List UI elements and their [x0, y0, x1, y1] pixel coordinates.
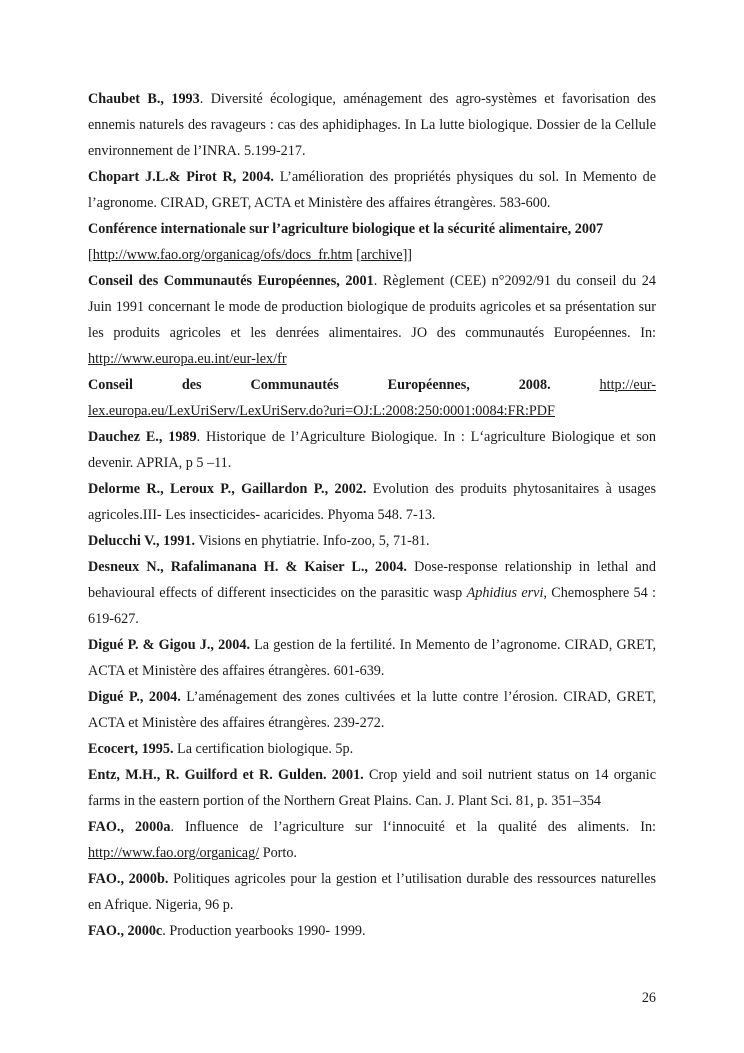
reference-author: Ecocert, 1995.	[88, 741, 174, 757]
bracket-open: [	[88, 247, 93, 263]
reference-entry	[88, 762, 656, 814]
reference-entry	[88, 476, 656, 528]
reference-author: Chopart J.L.& Pirot R, 2004.	[88, 169, 274, 185]
reference-text: Visions en phytiatrie. Info-zoo, 5, 71-81.	[195, 533, 430, 549]
reference-author: FAO., 2000a	[88, 819, 171, 835]
reference-author: Delorme R., Leroux P., Gaillardon P., 2002.	[88, 481, 367, 497]
reference-text: Dose-response relationship in lethal and behavioural effects of different insecticides on the parasitic wasp	[88, 559, 656, 601]
reference-author: Delucchi V., 1991.	[88, 533, 196, 549]
reference-author: Chaubet B., 1993	[88, 91, 200, 107]
reference-entry	[88, 814, 656, 866]
reference-author-word: Européennes,	[387, 377, 470, 393]
reference-entry	[88, 268, 656, 372]
bracket-mid: [	[352, 247, 361, 263]
reference-text: Crop yield and soil nutrient status on 14 organic farms in the eastern portion of the Northern Great Plains. Can. J. Plant Sci. 81, p. 351–354	[88, 767, 657, 809]
reference-author: Dauchez E., 1989	[88, 429, 197, 445]
reference-spread-line	[88, 372, 656, 398]
reference-author-word: 2008.	[518, 377, 551, 393]
bracket-close: ]]	[402, 247, 413, 263]
reference-entry	[88, 632, 656, 684]
reference-author: Entz, M.H., R. Guilford et R. Gulden. 2001.	[88, 767, 364, 783]
species-name: Aphidius ervi	[466, 585, 544, 601]
reference-link[interactable]: http://www.europa.eu.int/eur-lex/fr	[88, 351, 287, 367]
reference-list	[88, 86, 656, 944]
reference-author-word: Communautés	[250, 377, 339, 393]
reference-author: Conseil des Communautés Européennes, 2001	[88, 273, 374, 289]
reference-text-end: , Chemosphere 54 : 619-627.	[88, 585, 656, 627]
reference-entry	[88, 736, 656, 762]
reference-entry	[88, 554, 656, 632]
reference-entry	[88, 164, 656, 216]
reference-text: . Historique de l’Agriculture Biologique. In : L‘agriculture Biologique et son devenir. APRIA, p 5 –11.	[88, 429, 656, 471]
reference-link[interactable]: http://eur-	[599, 377, 656, 393]
reference-author-word: des	[181, 377, 202, 393]
reference-text: L’amélioration des propriétés physiques du sol. In Memento de l’agronome. CIRAD, GRET, ACTA et Ministère des affaires étrangères. 583-600.	[88, 169, 656, 211]
reference-author: FAO., 2000c	[88, 923, 163, 939]
reference-author: FAO., 2000b.	[88, 871, 169, 887]
reference-text: . Règlement (CEE) n°2092/91 du conseil du 24 Juin 1991 concernant le mode de production biologique de produits agricoles et sa présentation sur les produits agricoles et les denrées alimentaires. JO des communautés Européennes. In:	[88, 273, 656, 341]
reference-author: Digué P. & Gigou J., 2004.	[88, 637, 250, 653]
reference-entry	[88, 86, 656, 164]
reference-entry	[88, 866, 656, 918]
reference-author: Desneux N., Rafalimanana H. & Kaiser L., 2004.	[88, 559, 407, 575]
reference-text: L’aménagement des zones cultivées et la lutte contre l’érosion. CIRAD, GRET, ACTA et Ministère des affaires étrangères. 239-272.	[88, 689, 656, 731]
reference-text: La gestion de la fertilité. In Memento de l’agronome. CIRAD, GRET, ACTA et Ministère des affaires étrangères. 601-639.	[88, 637, 656, 679]
reference-text: . Diversité écologique, aménagement des agro-systèmes et favorisation des ennemis naturels des ravageurs : cas des aphidiphages. In La lutte biologique. Dossier de la Cellule environnement de l’INRA. 5.199-217.	[88, 91, 656, 159]
reference-author: Conférence internationale sur l’agriculture biologique et la sécurité alimentaire, 2007	[88, 221, 604, 237]
reference-author-word: Conseil	[88, 377, 133, 393]
archive-link[interactable]: archive	[360, 247, 403, 263]
reference-text: La certification biologique. 5p.	[173, 741, 354, 757]
reference-link[interactable]: http://www.fao.org/organicag/ofs/docs_fr.htm	[92, 247, 353, 263]
reference-text: Evolution des produits phytosanitaires à usages agricoles.III- Les insecticides- acaricides. Phyoma 548. 7-13.	[88, 481, 656, 523]
reference-link-continued[interactable]: lex.europa.eu/LexUriServ/LexUriServ.do?uri=OJ:L:2008:250:0001:0084:FR:PDF	[88, 403, 555, 419]
reference-text: . Production yearbooks 1990- 1999.	[162, 923, 366, 939]
reference-link[interactable]: http://www.fao.org/organicag/	[88, 845, 260, 861]
reference-text: . Influence de l’agriculture sur l‘innocuité et la qualité des aliments. In:	[170, 819, 656, 835]
reference-entry	[88, 424, 656, 476]
reference-text-end: Porto.	[259, 845, 297, 861]
reference-entry	[88, 918, 656, 944]
reference-entry	[88, 528, 656, 554]
reference-entry	[88, 372, 656, 424]
page-number: 26	[641, 990, 656, 1006]
reference-text: Politiques agricoles pour la gestion et l’utilisation durable des ressources naturelles en Afrique. Nigeria, 96 p.	[88, 871, 656, 913]
reference-entry	[88, 216, 656, 268]
reference-entry	[88, 684, 656, 736]
reference-author: Digué P., 2004.	[88, 689, 181, 705]
